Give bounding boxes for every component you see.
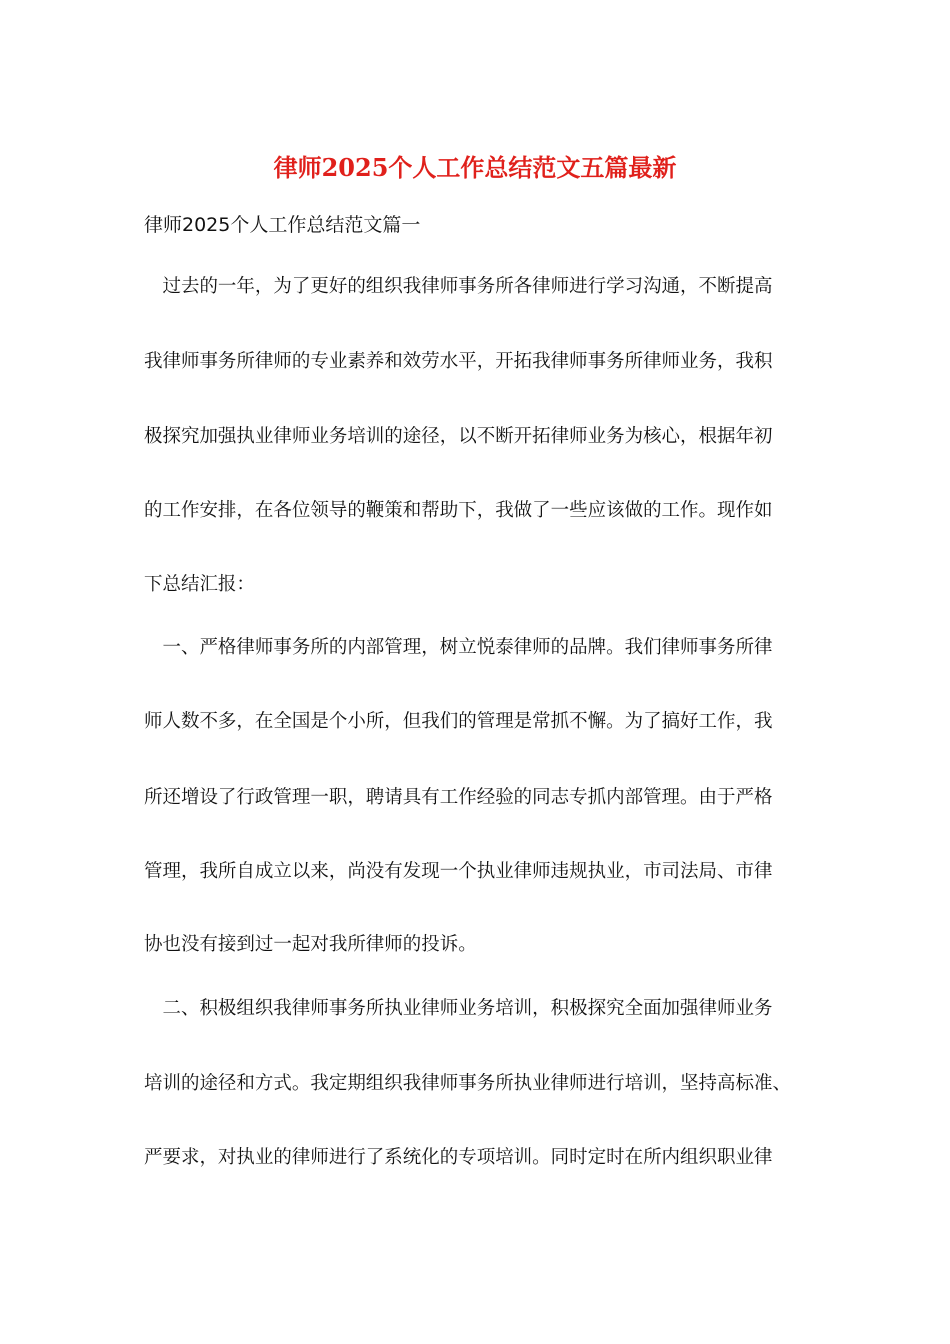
body-line: 的工作安排，在各位领导的鞭策和帮助下，我做了一些应该做的工作。现作如 xyxy=(144,500,773,521)
body-line: 过去的一年，为了更好的组织我律师事务所各律师进行学习沟通，不断提高 xyxy=(144,276,773,297)
body-line: 极探究加强执业律师业务培训的途径，以不断开拓律师业务为核心，根据年初 xyxy=(144,426,773,447)
body-line: 一、严格律师事务所的内部管理，树立悦泰律师的品牌。我们律师事务所律 xyxy=(144,637,773,658)
body-line: 二、积极组织我律师事务所执业律师业务培训，积极探究全面加强律师业务 xyxy=(144,998,773,1019)
body-line: 师人数不多，在全国是个小所，但我们的管理是常抓不懈。为了搞好工作，我 xyxy=(144,711,773,732)
section-heading: 律师2025个人工作总结范文篇一 xyxy=(144,214,421,236)
body-line: 培训的途径和方式。我定期组织我律师事务所执业律师进行培训，坚持高标准、 xyxy=(144,1073,791,1094)
body-line: 严要求，对执业的律师进行了系统化的专项培训。同时定时在所内组织职业律 xyxy=(144,1147,773,1168)
body-line: 协也没有接到过一起对我所律师的投诉。 xyxy=(144,934,477,955)
body-line: 下总结汇报： xyxy=(144,574,255,595)
document-title: 律师2025个人工作总结范文五篇最新 xyxy=(273,153,677,182)
body-line: 我律师事务所律师的专业素养和效劳水平，开拓我律师事务所律师业务，我积 xyxy=(144,351,773,372)
body-line: 所还增设了行政管理一职，聘请具有工作经验的同志专抓内部管理。由于严格 xyxy=(144,787,773,808)
body-line: 管理，我所自成立以来，尚没有发现一个执业律师违规执业，市司法局、市律 xyxy=(144,861,773,882)
